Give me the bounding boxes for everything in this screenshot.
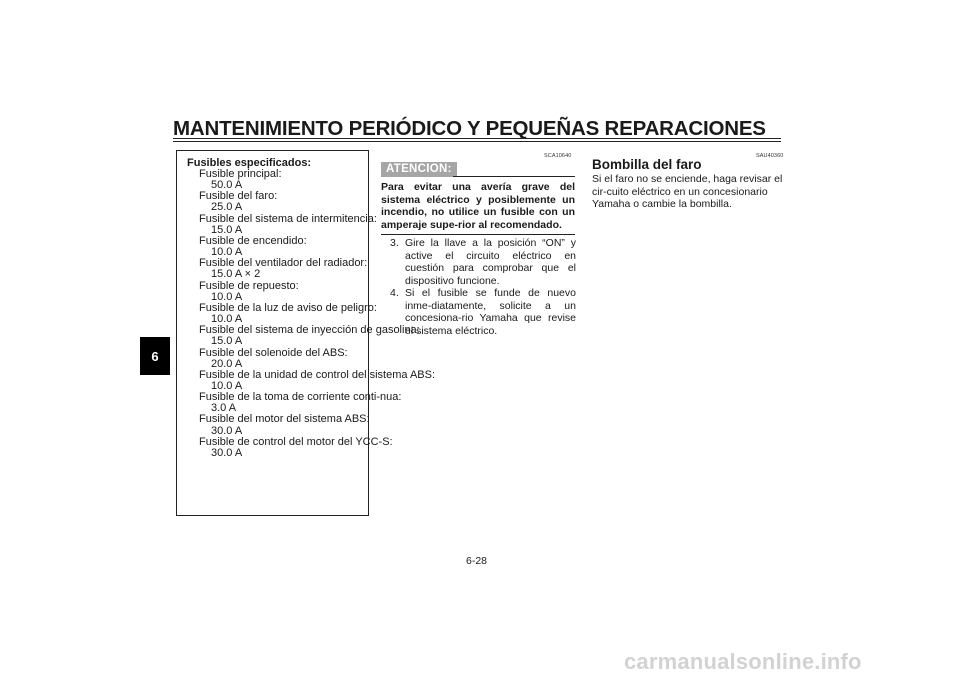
header-rule-top (173, 138, 781, 139)
step-number: 3. (390, 237, 399, 249)
fuse-name: Fusible de repuesto: (199, 279, 299, 292)
step-item (390, 237, 576, 287)
fuse-list (199, 168, 436, 459)
caution-rule-top (453, 176, 575, 177)
fuse-value: 10.0 A (211, 313, 243, 326)
fuse-value: 15.0 A (211, 335, 243, 348)
fuse-name: Fusible del motor del sistema ABS: (199, 413, 370, 426)
fuse-value: 10.0 A (211, 290, 243, 303)
fuse-value: 15.0 A (211, 223, 243, 236)
caution-label: ATENCION: (381, 162, 457, 177)
step-text: Si el fusible se funde de nuevo inme-diatamente, solicite a un concesiona-rio Yamaha que revise el sistema eléctrico. (405, 287, 576, 337)
fuse-value: 25.0 A (211, 201, 243, 214)
steps-list (390, 237, 576, 337)
fuse-name: Fusible principal: (199, 168, 282, 180)
fuse-name: Fusible del sistema de inyección de gasolina: (199, 324, 420, 337)
fuse-name: Fusible del sistema de intermitencia: (199, 212, 377, 225)
section-heading: Bombilla del faro (592, 157, 702, 172)
fuse-item (199, 324, 420, 348)
fuse-name: Fusible del ventilador del radiador: (199, 257, 368, 270)
fuse-item (199, 258, 369, 280)
page-number: 6-28 (466, 555, 488, 567)
fuse-value: 3.0 A (211, 402, 237, 415)
fuse-item (199, 348, 369, 370)
header-rule-bottom (173, 141, 781, 142)
fuse-item (199, 191, 369, 213)
fuse-item (199, 391, 402, 415)
fuse-value: 30.0 A (211, 424, 243, 437)
fuse-item (199, 236, 369, 258)
step-item (390, 287, 576, 337)
fuse-name: Fusible de la luz de aviso de peligro: (199, 301, 377, 314)
section-text: Si el faro no se enciende, haga revisar el cir-cuito eléctrico en un concesionario Yamaha o cambie la bombilla. (592, 173, 783, 210)
caution-text: Para evitar una avería grave del sistema eléctrico y posiblemente un incendio, no utilice un fusible con un amperaje supe-rior al recomendado. (381, 181, 575, 231)
watermark: carmanualsonline.info (624, 649, 862, 674)
fuse-name: Fusible de la unidad de control del sistema ABS: (199, 368, 436, 381)
step-number: 4. (390, 287, 399, 299)
fuse-item (199, 301, 377, 326)
fuse-item (199, 435, 393, 459)
fuse-value: 10.0 A (211, 246, 243, 259)
fuse-value: 15.0 A × 2 (211, 268, 261, 281)
fuse-value: 50.0 A (211, 179, 243, 192)
caution-code: SCA10640 (544, 153, 572, 159)
fuse-item (199, 212, 377, 236)
fuse-item (199, 169, 369, 191)
fuse-name: Fusible de encendido: (199, 234, 307, 247)
fuse-value: 10.0 A (211, 379, 243, 392)
chapter-tab: 6 (140, 337, 170, 375)
fuse-box-title: Fusibles especificados: (187, 157, 312, 169)
fuse-value: 20.0 A (211, 357, 243, 370)
fuse-name: Fusible de la toma de corriente conti-nua: (199, 391, 402, 404)
section-code: SAU40360 (756, 153, 784, 159)
page-title: MANTENIMIENTO PERIÓDICO Y PEQUEÑAS REPARACIONES (173, 117, 766, 140)
fuse-item (199, 281, 369, 303)
fuse-item (199, 414, 369, 436)
caution-rule-bottom (381, 234, 575, 235)
fuse-name: Fusible del faro: (199, 190, 278, 203)
step-text: Gire la llave a la posición “ON” y active el circuito eléctrico en cuestión para comprobar que el dispositivo funcione. (405, 237, 576, 287)
fuse-item (199, 368, 436, 392)
fuse-name: Fusible de control del motor del YCC-S: (199, 435, 393, 448)
fuse-name: Fusible del solenoide del ABS: (199, 346, 348, 359)
fuse-value: 30.0 A (211, 446, 243, 459)
